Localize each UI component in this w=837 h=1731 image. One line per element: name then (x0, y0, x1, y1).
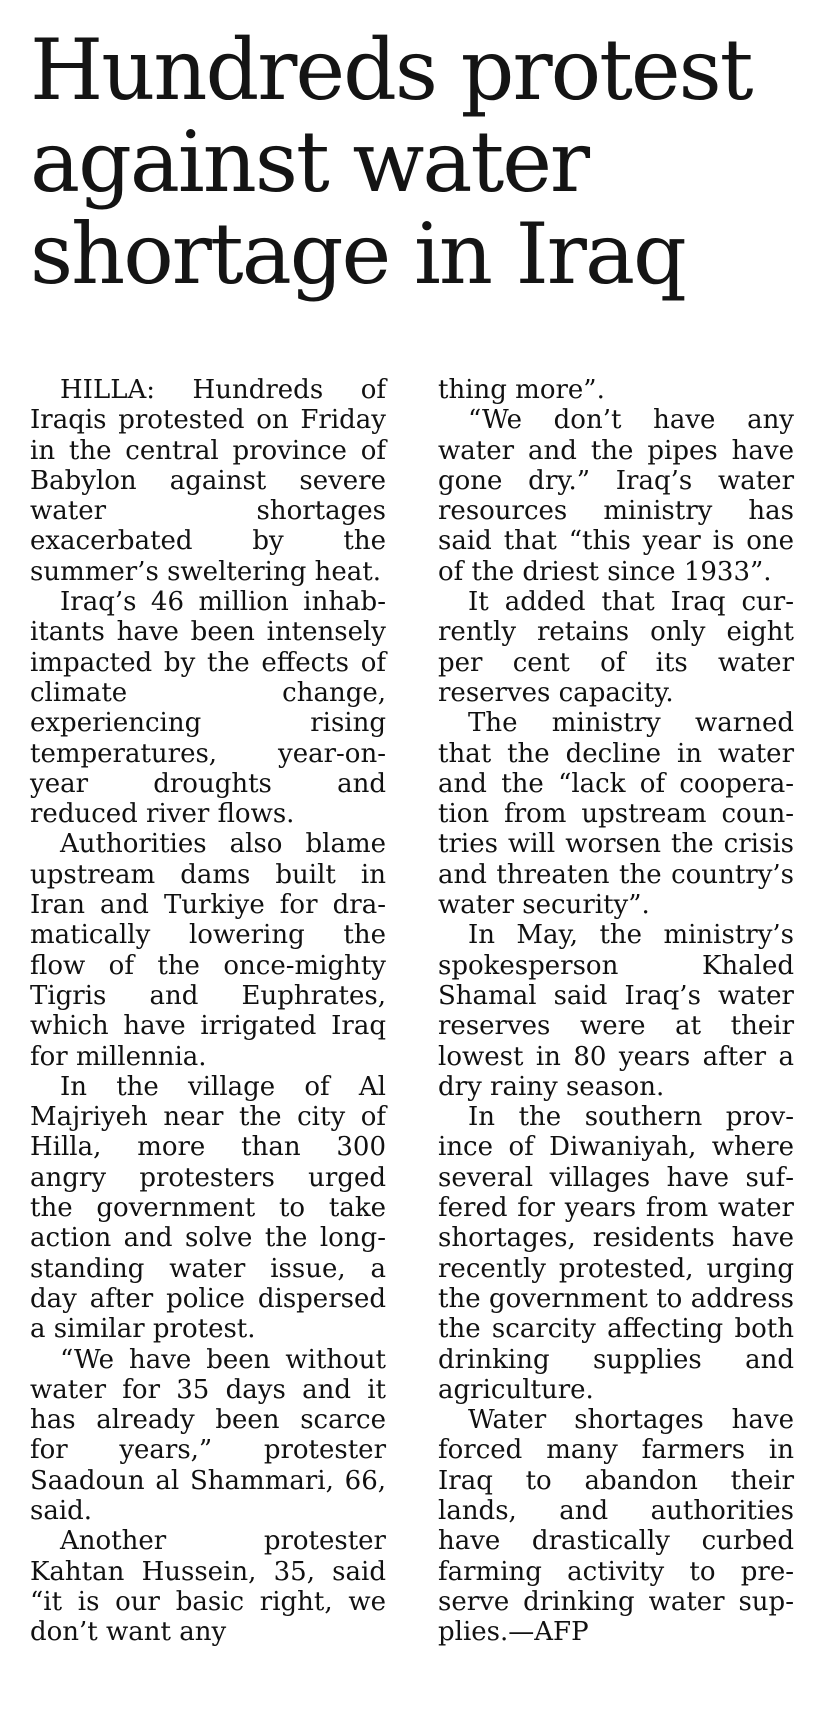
paragraph-signoff: Water shortages have forced many farmers in Iraq to abandon their lands, and authorities have drastically curbed farming activity to preserve drinking water supplies.—AFP (438, 1405, 794, 1648)
paragraph: In the village of Al Majriyeh near the city of Hilla, more than 300 angry protesters urged the government to take action and solve the long-standing water issue, a day after police dispersed a similar protest. (30, 1071, 386, 1345)
headline-line: against water (30, 113, 589, 211)
paragraph: In the southern province of Diwaniyah, where several villages have suffered for years from water shortages, residents have recently protested, urging the government to address the scarcity affecting both drinking supplies and agriculture. (438, 1102, 794, 1405)
paragraph: Iraq’s 46 million inhabitants have been intensely impacted by the effects of climate change, experiencing rising temperatures, year-on-year droughts and reduced river flows. (30, 587, 386, 830)
headline (30, 21, 820, 303)
paragraph: Authorities also blame upstream dams built in Iran and Turkiye for dramatically lowering the flow of the once-mighty Tigris and Euphrates, which have irrigated Iraq for millennia. (30, 829, 386, 1072)
paragraph: The ministry warned that the decline in water and the “lack of cooperation from upstream countries will worsen the crisis and threaten the country’s water security”. (438, 708, 794, 921)
paragraph-continuation: thing more”. (438, 375, 605, 405)
paragraph: “We have been without water for 35 days and it has already been scarce for years,” protester Saadoun al Shammari, 66, said. (30, 1344, 386, 1526)
paragraph: In May, the ministry’s spokesperson Khaled Shamal said Iraq’s water reserves were at their lowest in 80 years after a dry rainy season. (438, 920, 794, 1102)
paragraph: “We don’t have any water and the pipes have gone dry.” Iraq’s water resources ministry has said that “this year is one of the driest since 1933”. (438, 405, 794, 587)
paragraph-dateline: HILLA: Hundreds of Iraqis protested on Friday in the central province of Babylon against severe water shortages exacerbated by the summer’s sweltering heat. (30, 375, 386, 587)
headline-line: shortage in Iraq (30, 205, 685, 303)
paragraph: It added that Iraq currently retains only eight per cent of its water reserves capacity. (438, 587, 794, 708)
article-column-left (30, 375, 386, 1647)
article-column-right (438, 375, 794, 1647)
headline-line: Hundreds protest (30, 21, 752, 119)
paragraph: Another protester Kahtan Hussein, 35, said “it is our basic right, we don’t want any (30, 1526, 386, 1648)
